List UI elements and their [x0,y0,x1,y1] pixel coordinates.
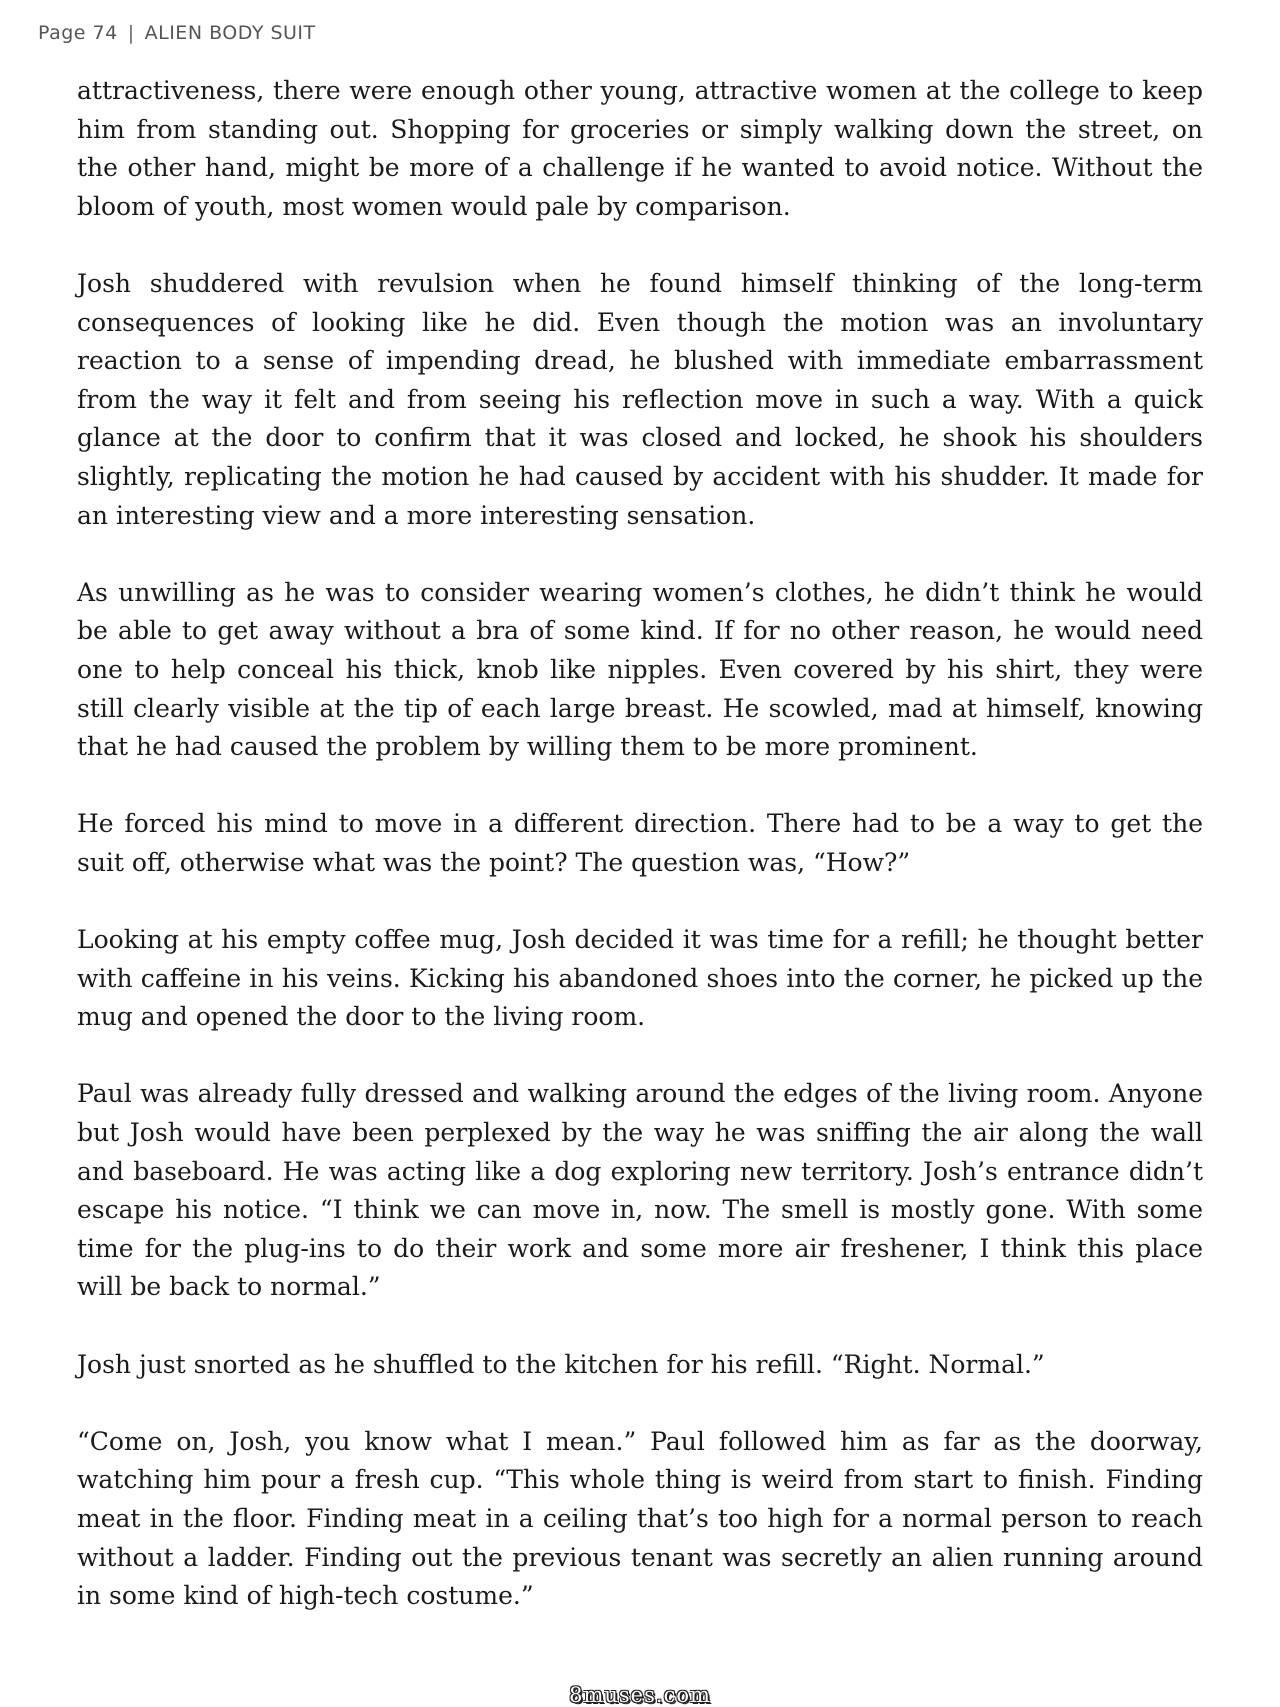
paragraph: He forced his mind to move in a different direction. There had to be a way to get the suit off, otherwise what was the point? The question was, “How?” [77,809,1203,877]
header-separator: | [127,22,135,44]
running-header [38,22,316,44]
paragraph: Looking at his empty coffee mug, Josh decided it was time for a refill; he thought better with caffeine in his veins. Kicking his abandoned shoes into the corner, he picked up the mug and opened the door to the living room. [77,925,1203,1032]
page-number: Page 74 [38,22,118,44]
paragraph: Paul was already fully dressed and walking around the edges of the living room. Anyone but Josh would have been perplexed by the way he was sniffing the air along the wall and baseboard. He was acting like a dog exploring new territory. Josh’s entrance didn’t escape his notice. “I think we can move in, now. The smell is mostly gone. With some time for the plug-ins to do their work and some more air freshener, I think this place will be back to normal.” [77,1079,1203,1302]
paragraph: “Come on, Josh, you know what I mean.” Paul followed him as far as the doorway, watching him pour a fresh cup. “This whole thing is weird from start to finish. Finding meat in the floor. Finding meat in a ceiling that’s too high for a normal person to reach without a ladder. Finding out the previous tenant was secretly an alien running around in some kind of high-tech costume.” [77,1426,1203,1611]
body-text [77,72,1203,1654]
paragraph: Josh shuddered with revulsion when he found himself thinking of the long-term consequences of looking like he did. Even though the motion was an involuntary reaction to a sense of impending dread, he blushed with immediate embarrassment from the way it felt and from seeing his reflection move in such a way. With a quick glance at the door to confirm that it was closed and locked, he shook his shoulders slightly, replicating the motion he had caused by accident with his shudder. It made for an interesting view and a more interesting sensation. [77,268,1203,530]
site-watermark: 8muses.com [569,1683,711,1707]
paragraph: attractiveness, there were enough other young, attractive women at the college to keep him from standing out. Shopping for groceries or simply walking down the street, on the other hand, might be more of a challenge if he wanted to avoid notice. Without the bloom of youth, most women would pale by comparison. [77,76,1203,221]
paragraph: Josh just snorted as he shuffled to the kitchen for his refill. “Right. Normal.” [77,1349,1045,1379]
book-title: ALIEN BODY SUIT [144,22,316,44]
paragraph: As unwilling as he was to consider wearing women’s clothes, he didn’t think he would be able to get away without a bra of some kind. If for no other reason, he would need one to help conceal his thick, knob like nipples. Even covered by his shirt, they were still clearly visible at the tip of each large breast. He scowled, mad at himself, knowing that he had caused the problem by willing them to be more prominent. [77,577,1203,762]
